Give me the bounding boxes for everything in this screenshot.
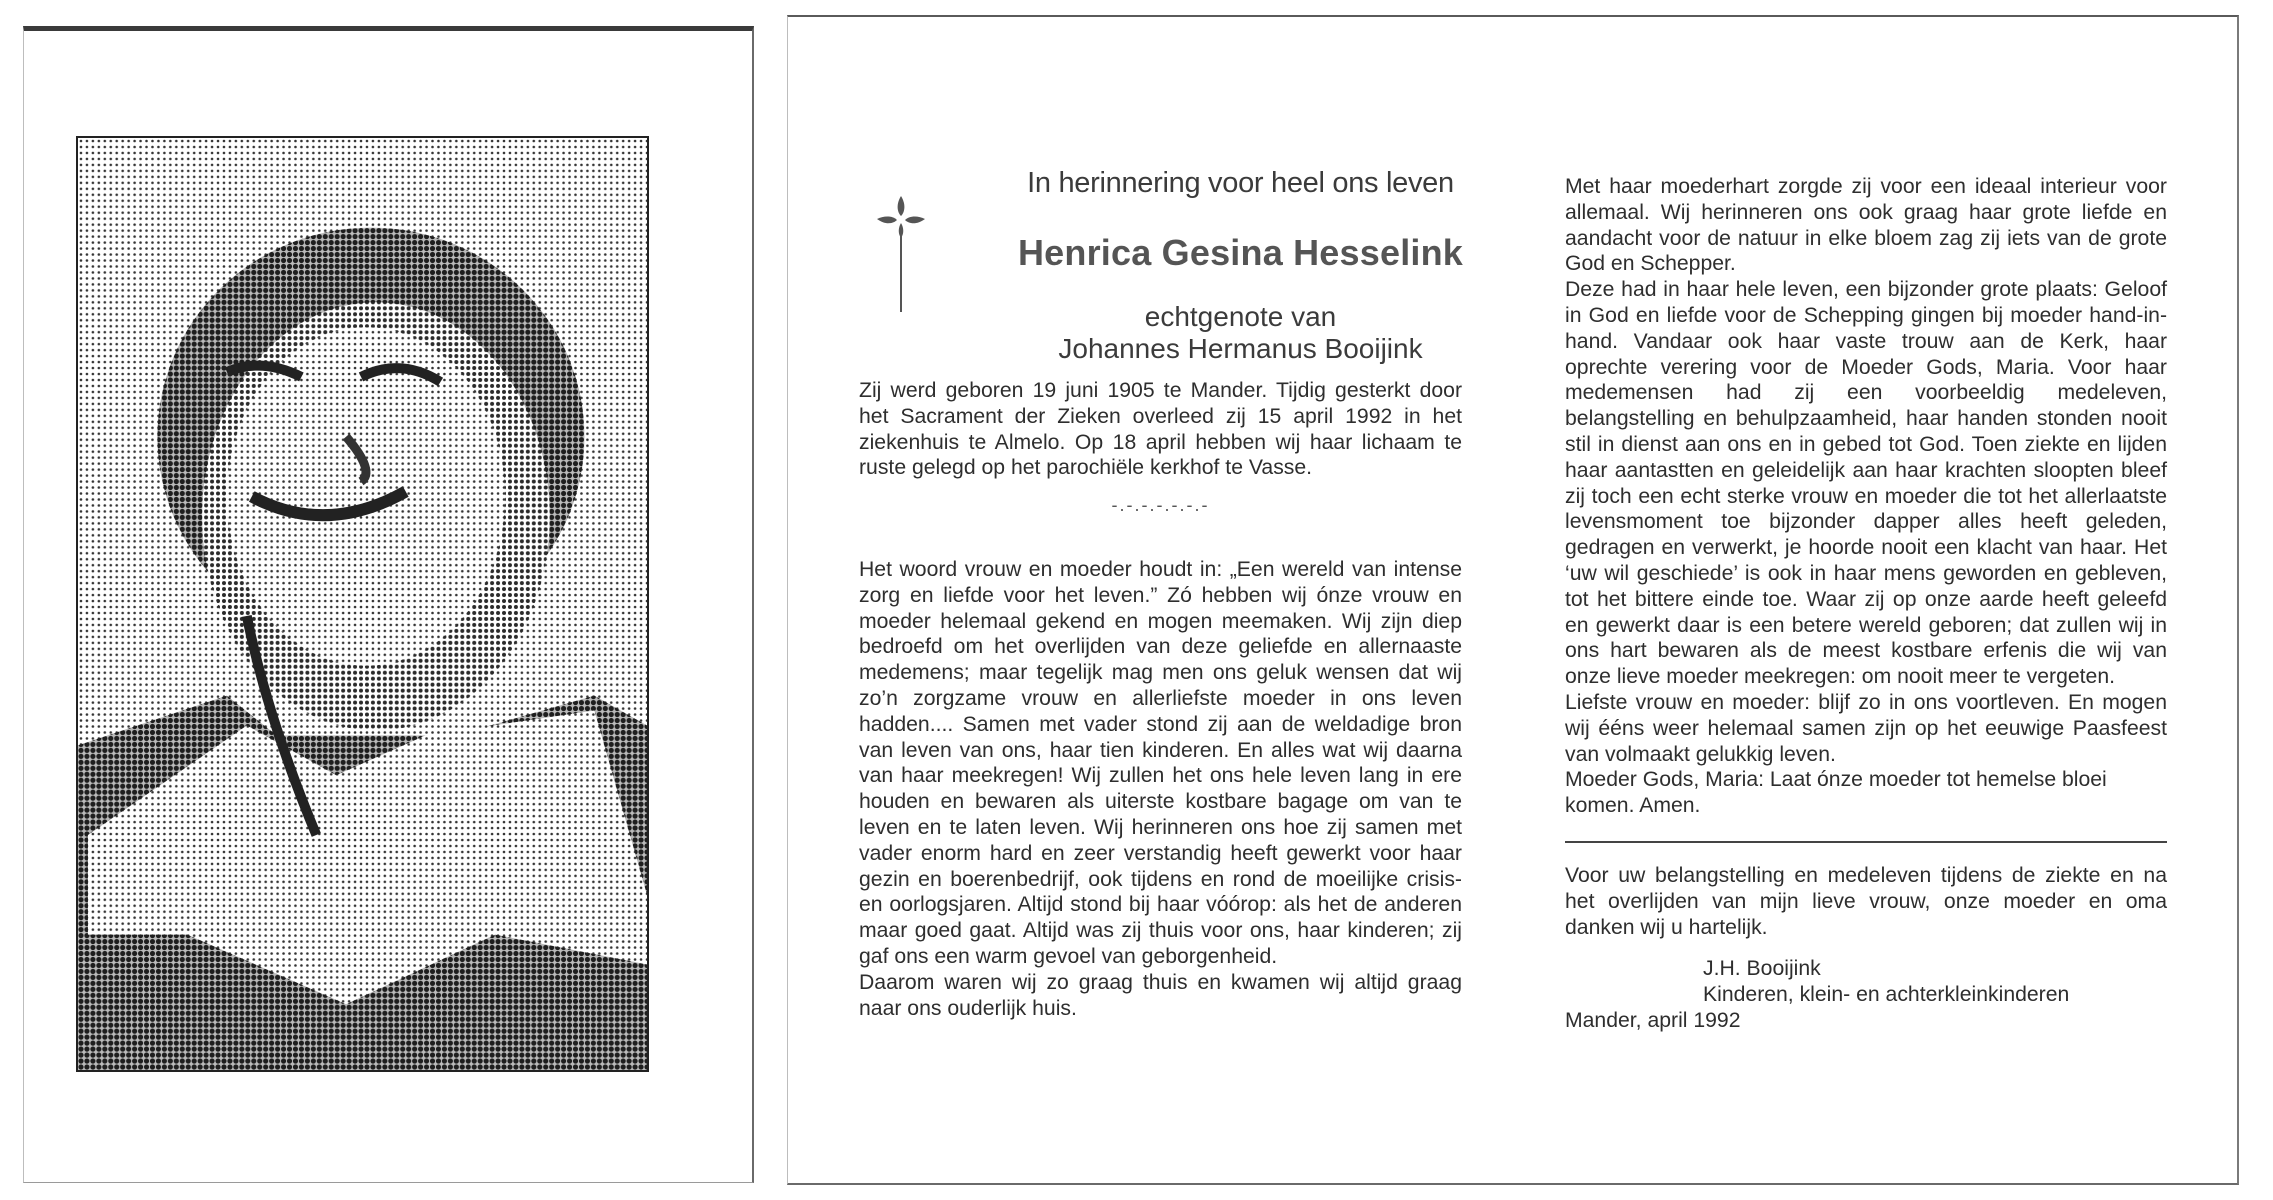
tribute-paragraph: Daarom waren wij zo graag thuis en kwamen wij altijd graag naar ons ouderlijk huis. bbox=[859, 970, 1462, 1020]
biography: Zij werd geboren 19 juni 1905 te Mander. Tijdig gesterkt door het Sacrament der Zieken overleed zij 15 april 1992 in het ziekenhuis te Almelo. Op 18 april hebben wij haar lichaam te ruste gelegd op het parochiële kerkhof te Vasse. bbox=[859, 379, 1462, 480]
deceased-name: Henrica Gesina Hesselink bbox=[1017, 232, 1464, 273]
ornamental-divider: -.-.-.-.-.-.- bbox=[1111, 495, 1210, 516]
tribute-paragraph: Liefste vrouw en moeder: blijf zo in ons voortleven. En mogen wij ééns weer helemaal samen zijn op het eeuwige Paasfeest van volmaakt gelukkig leven. bbox=[1565, 690, 2167, 766]
tribute-paragraph: Met haar moederhart zorgde zij voor een ideaal interieur voor allemaal. Wij herinneren ons ook graag haar grote liefde en aandacht voor de natuur in elke bloem zag zij iets van de grote God en Schepper. bbox=[1565, 175, 2167, 276]
latin-cross-icon bbox=[875, 194, 927, 314]
portrait-halftone-icon bbox=[78, 138, 647, 1070]
photo-card bbox=[23, 26, 754, 1183]
left-text-column bbox=[859, 378, 1462, 1021]
portrait-photo bbox=[76, 136, 649, 1072]
signature-family: Kinderen, klein- en achterkleinkinderen bbox=[1703, 983, 2070, 1007]
signature-name: J.H. Booijink bbox=[1703, 957, 1821, 981]
text-card bbox=[787, 15, 2239, 1185]
relation-label: echtgenote van bbox=[1144, 301, 1337, 332]
tribute-paragraph: Deze had in haar hele leven, een bijzonder grote plaats: Geloof in God en liefde voor de Schepping gingen bij moeder hand-in-hand. Vandaar ook haar vaste trouw aan de Kerk, haar oprechte verering voor de Moeder Gods, Maria. Voor haar medemensen had zij een voorbeeldig medeleven, belangstelling en behulpzaamheid, haar handen stonden nooit stil in dienst aan ons en in gebed tot God. Toen ziekte en lijden haar aantastten en geleidelijk aan haar krachten sloopten bleef zij toch een echt sterke vrouw en moeder die tot het allerlaatste levensmoment toe bijzonder dapper alles heeft geleden, gedragen en verwerkt, je hoorde nooit een klacht van haar. Het ‘uw wil geschiede’ is ook in haar mens geworden en gebleven, tot het bittere einde toe. Waar zij op onze aarde heeft geleefd en gewerkt daar is een betere wereld geboren; dat zullen wij in ons hart bewaren als de meest kostbare erfenis die wij van onze lieve moeder meekregen: om nooit meer te vergeten. bbox=[1565, 278, 2167, 689]
prayer-paragraph: Moeder Gods, Maria: Laat ónze moeder tot hemelse bloei komen. Amen. bbox=[1565, 768, 2107, 818]
tribute-paragraph: Het woord vrouw en moeder houdt in: „Een wereld van intense zorg en liefde voor het leven.” Zó hebben wij ónze vrouw en moeder helemaal gekend en mogen meemaken. Wij zijn diep bedroefd om het overlijden van deze geliefde en allernaaste medemens; maar tegelijk mag men ons geluk wensen dat wij zo’n zorgzame vrouw en allerliefste moeder in ons leven hadden.... Samen met vader stond zij aan de weldadige bron van leven van ons, haar tien kinderen. En alles wat wij daarna van haar meekregen! Wij zullen het ons hele leven lang in ere houden en bewaren als uiterste kostbare bagage om van te leven en te laten leven. Wij herinneren ons hoe zij samen met vader enorm hard en zeer verstandig heeft gewerkt voor haar gezin en boerenbedrijf, ook tijdens en rond de moeilijke crisis- en oorlogsjaren. Altijd stond bij haar vóórop: als het de anderen maar goed gaat. Altijd was zij thuis voor ons, haar kinderen; zij gaf ons een warm gevoel van geborgenheid. bbox=[859, 557, 1462, 968]
intro-heading: In herinnering voor heel ons leven bbox=[1027, 167, 1454, 199]
place-date: Mander, april 1992 bbox=[1565, 1008, 1741, 1032]
section-divider bbox=[1565, 841, 2167, 843]
thanks-paragraph: Voor uw belangstelling en medeleven tijdens de ziekte en na het overlijden van mijn lieve vrouw, onze moeder en oma danken wij u hartelijk. bbox=[1565, 863, 2167, 939]
spouse-name: Johannes Hermanus Booijink bbox=[1058, 333, 1423, 364]
right-text-column bbox=[1565, 174, 2167, 1034]
